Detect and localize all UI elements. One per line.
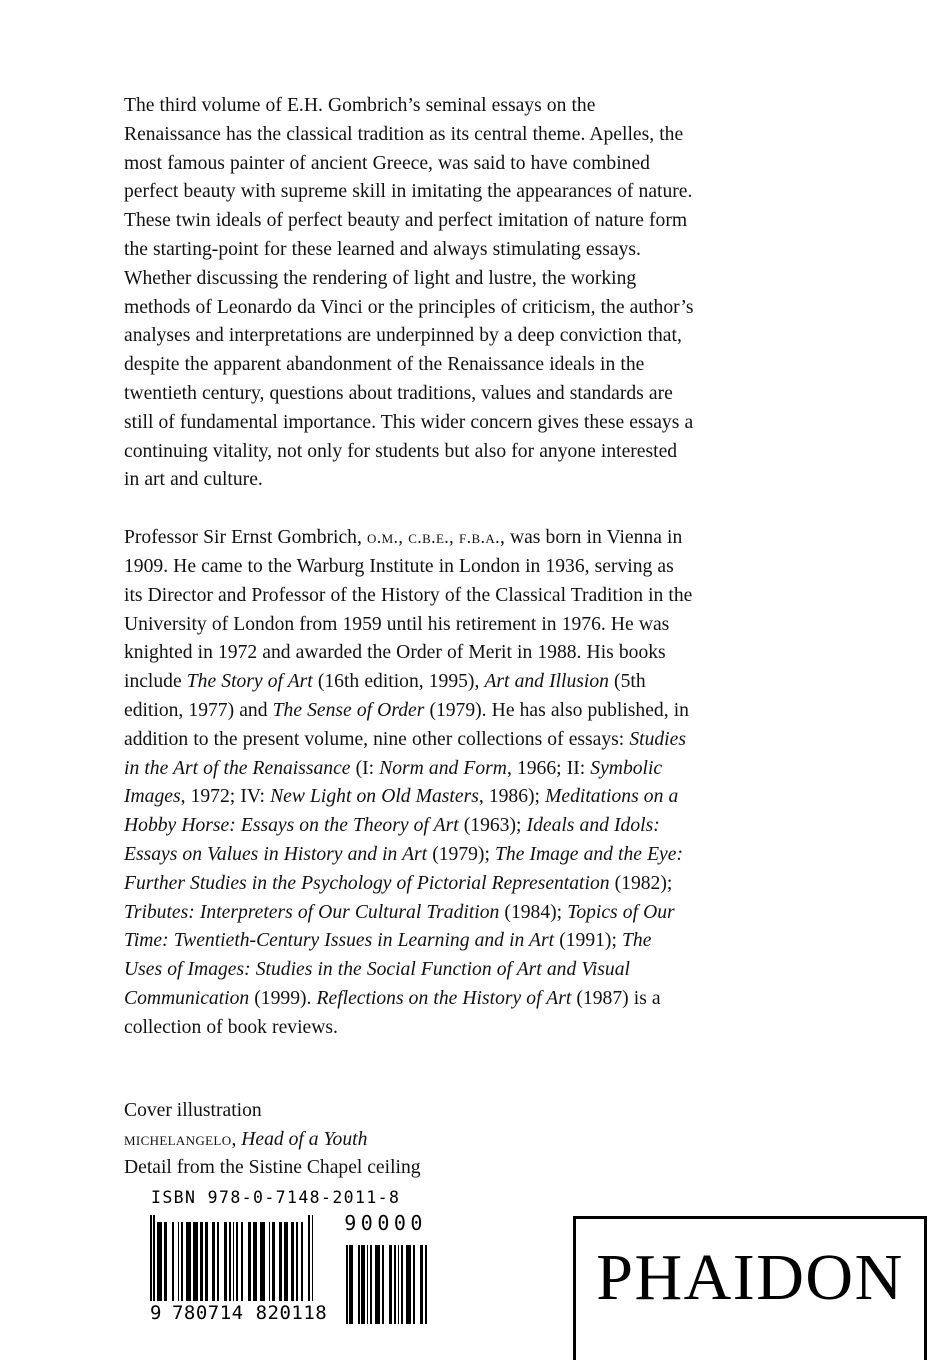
ean13-digit-group: 780714 <box>171 1302 244 1324</box>
biography-segment: (1982); <box>609 872 673 894</box>
ean13-bars <box>150 1215 327 1301</box>
biography-segment: , 1986); <box>478 786 546 808</box>
ean13-barcode <box>150 1215 327 1324</box>
biography-segment: Art and Illusion <box>484 671 609 693</box>
barcode-row <box>150 1211 427 1324</box>
credit-heading: Cover illustration <box>124 1100 262 1121</box>
cover-illustration-credit <box>124 1097 584 1183</box>
biography-segment: (1999). <box>249 987 317 1009</box>
credit-work-title: Head of a Youth <box>241 1129 368 1151</box>
addon5-digits: 90000 <box>344 1211 427 1235</box>
cover-copy-block <box>124 92 694 1043</box>
biography-segment: o.m., c.b.e., f.b.a. <box>366 527 500 548</box>
biography-segment: Ideals and Idols: Essays on Values in History and in Art <box>124 815 660 865</box>
barcode-area <box>150 1188 427 1324</box>
biography-segment: Professor Sir Ernst Gombrich, <box>124 527 367 549</box>
credit-separator: , <box>231 1129 242 1151</box>
biography-segment: The Uses of Images: Studies in the Social Function of Art and Visual Communication <box>124 930 652 1009</box>
biography-paragraph <box>124 523 694 1042</box>
credit-artist-name: michelangelo <box>124 1129 232 1150</box>
biography-segment: The Sense of Order <box>272 699 425 721</box>
biography-segment: (5th edition, 1977) and <box>124 671 646 721</box>
blurb-paragraph: The third volume of E.H. Gombrich’s seminal essays on the Renaissance has the classical tradition as its central theme. Apelles, the most famous painter of ancient Greece, was said to have combined perfect beauty with supreme skill in imitating the appearances of nature. These twin ideals of perfect beauty and perfect imitation of nature form the starting-point for these learned and always stimulating essays. Whether discussing the rendering of light and lustre, the working methods of Leonardo da Vinci or the principles of criticism, the author’s analyses and interpretations are underpinned by a deep conviction that, despite the apparent abandonment of the Renaissance ideals in the twentieth century, questions about traditions, values and standards are still of fundamental importance. This wider concern gives these essays a continuing vitality, not only for students but also for anyone interested in art and culture. <box>124 95 694 491</box>
biography-segment: New Light on Old Masters <box>270 786 479 808</box>
biography-segment: (1991); <box>554 930 622 952</box>
biography-segment: Topics of Our Time: Twentieth-Century Issues in Learning and in Art <box>124 901 675 952</box>
biography-segment: Tributes: Interpreters of Our Cultural Tradition <box>124 901 500 923</box>
biography-segment: Meditations on a Hobby Horse: Essays on the Theory of Art <box>124 786 679 837</box>
biography-segment: Reflections on the History of Art <box>316 987 572 1009</box>
addon5-bars <box>344 1238 427 1324</box>
credit-artwork-line <box>124 1125 584 1154</box>
biography-segment: (1979); <box>427 843 496 865</box>
biography-segment: (1987) is a collection of book reviews. <box>124 987 661 1038</box>
addon5-barcode <box>344 1211 427 1324</box>
biography-segment: , 1972; IV: <box>180 786 271 808</box>
ean13-human-readable <box>150 1302 327 1324</box>
ean13-digit-group: 820118 <box>255 1302 328 1324</box>
ean13-digit-group: 9 <box>150 1302 162 1324</box>
biography-segment: The Story of Art <box>186 671 313 693</box>
biography-segment: Studies in the Art of the Renaissance <box>124 728 686 779</box>
biography-segment: (1963); <box>458 815 527 837</box>
biography-segment: , 1966; II: <box>506 757 591 779</box>
biography-segment: (1979). He has also published, in addition to the present volume, nine other collections of essays: <box>124 699 689 750</box>
biography-segment: The Image and the Eye: Further Studies in the Psychology of Pictorial Representation <box>124 843 683 894</box>
publisher-logo-text: PHAIDON <box>596 1241 904 1314</box>
biography-segment: (1984); <box>499 901 568 923</box>
publisher-logo-box <box>573 1216 927 1360</box>
isbn-text: ISBN 978-0-7148-2011-8 <box>151 1188 401 1207</box>
biography-segment: (I: <box>350 757 380 779</box>
biography-segment: (16th edition, 1995), <box>312 671 485 693</box>
biography-segment: Norm and Form <box>379 757 507 779</box>
credit-detail-line: Detail from the Sistine Chapel ceiling <box>124 1157 421 1179</box>
biography-segment: Symbolic Images <box>124 757 663 808</box>
biography-segment: , was born in Vienna in 1909. He came to the Warburg Institute in London in 1936, serving as its Director and Professor of the History of the Classical Tradition in the University of London from 1959 until his retirement in 1976. He was knighted in 1972 and awarded the Order of Merit in 1988. His books include <box>124 527 693 693</box>
